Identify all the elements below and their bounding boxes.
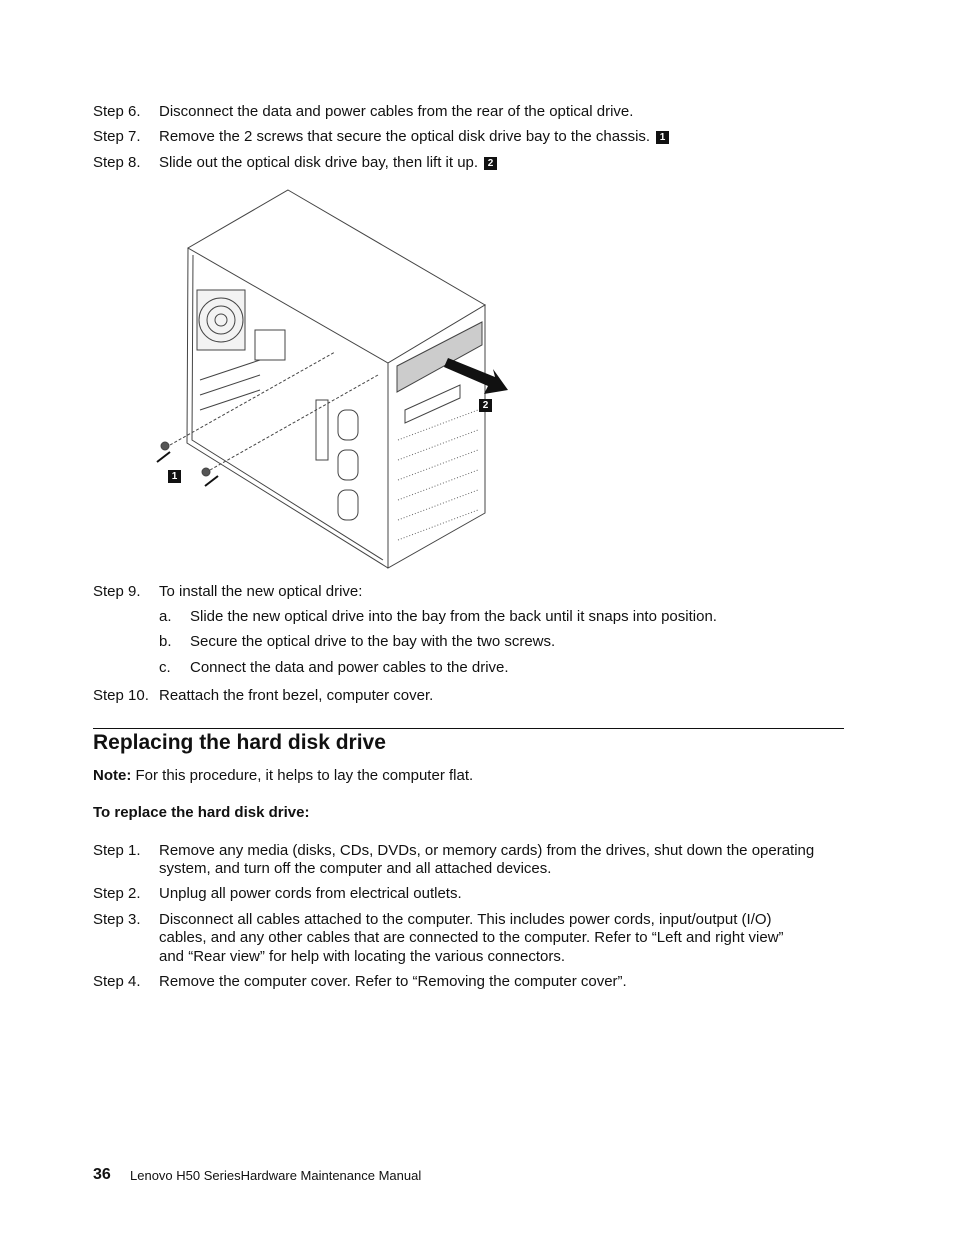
substep-text: Secure the optical drive to the bay with the two screws. — [190, 633, 556, 650]
substep-label: b. — [159, 633, 172, 650]
procedure-heading: To replace the hard disk drive: — [93, 804, 310, 821]
step-text: cables, and any other cables that are connected to the computer. Refer to “Left and right view” — [159, 929, 784, 946]
step-label: Step 3. — [93, 911, 141, 928]
step-text: Disconnect the data and power cables from the rear of the optical drive. — [159, 103, 634, 120]
substep-text: Slide the new optical drive into the bay from the back until it snaps into position. — [190, 608, 717, 625]
figure-callout-1: 1 — [168, 470, 181, 483]
substep-text: Connect the data and power cables to the drive. — [190, 659, 509, 676]
note-text: For this procedure, it helps to lay the computer flat. — [135, 767, 474, 784]
chassis-illustration — [0, 0, 954, 600]
step-label: Step 6. — [93, 103, 141, 120]
step-label: Step 9. — [93, 583, 141, 600]
step-text: Unplug all power cords from electrical outlets. — [159, 885, 462, 902]
step-label: Step 10. — [93, 687, 149, 704]
callout-badge: 2 — [484, 157, 497, 170]
footer-title: Lenovo H50 SeriesHardware Maintenance Manual — [130, 1168, 422, 1183]
section-divider — [93, 728, 844, 729]
step-text: Remove the computer cover. Refer to “Removing the computer cover”. — [159, 973, 627, 990]
step-text: Reattach the front bezel, computer cover. — [159, 687, 434, 704]
step-text: and “Rear view” for help with locating the various connectors. — [159, 948, 566, 965]
section-title: Replacing the hard disk drive — [93, 731, 386, 754]
step-text-content: Remove the 2 screws that secure the optical disk drive bay to the chassis. — [159, 128, 651, 145]
step-text: system, and turn off the computer and all attached devices. — [159, 860, 552, 877]
step-label: Step 1. — [93, 842, 141, 859]
step-label: Step 2. — [93, 885, 141, 902]
step-text: Remove any media (disks, CDs, DVDs, or memory cards) from the drives, shut down the operating — [159, 842, 815, 859]
note-label: Note: — [93, 767, 132, 784]
figure-callout-2: 2 — [479, 399, 492, 412]
substep-label: c. — [159, 659, 171, 676]
page-number: 36 — [93, 1166, 111, 1183]
step-text: Disconnect all cables attached to the computer. This includes power cords, input/output (I/O) — [159, 911, 772, 928]
callout-badge: 1 — [656, 131, 669, 144]
step-label: Step 4. — [93, 973, 141, 990]
step-label: Step 7. — [93, 128, 141, 145]
substep-label: a. — [159, 608, 172, 625]
step-text: To install the new optical drive: — [159, 583, 363, 600]
step-text-content: Slide out the optical disk drive bay, then lift it up. — [159, 154, 479, 171]
step-label: Step 8. — [93, 154, 141, 171]
note — [93, 767, 473, 785]
